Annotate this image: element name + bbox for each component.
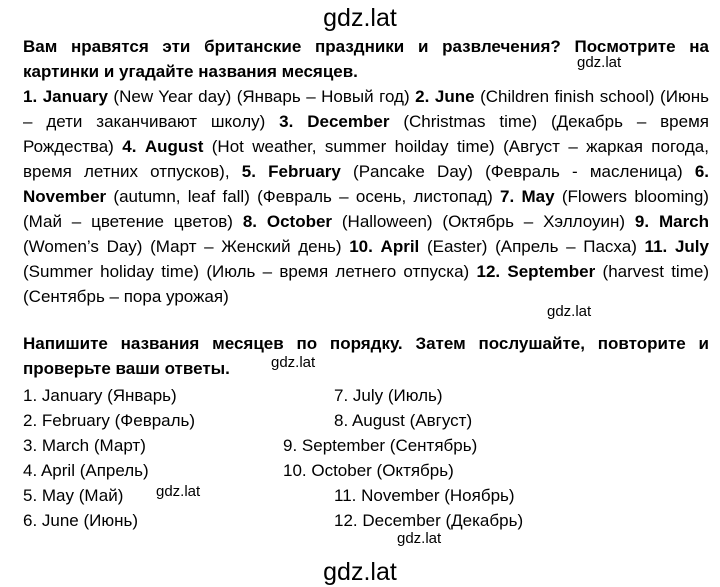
month-list-item: 8. August (Август) — [334, 411, 473, 430]
answer-month: November — [23, 187, 107, 206]
watermark-top: gdz.lat — [323, 4, 397, 32]
answer-desc: (harvest time) (Сентябрь – пора урожая) — [23, 262, 709, 306]
watermark-bottom: gdz.lat — [323, 558, 397, 586]
month-list-item: 11. November (Ноябрь) — [334, 486, 515, 505]
watermark-small: gdz.lat — [577, 54, 622, 71]
answer-desc: (autumn, leaf fall) (Февраль – осень, листопад) — [113, 187, 493, 206]
answer-desc: (Hot weather, summer hoilday time) (Август – жаркая погода, время летних отпусков), — [23, 137, 709, 181]
answer-desc: (Easter) (Апрель – Пасха) — [426, 237, 637, 256]
answer-month: June — [434, 87, 475, 106]
answer-number: 7. — [500, 187, 515, 206]
answer-month: December — [307, 112, 390, 131]
answer-month: January — [42, 87, 108, 106]
answer-8 — [243, 212, 625, 231]
answer-desc: (Flowers blooming) (Май – цветение цветов) — [23, 187, 709, 231]
answer-number: 8. — [242, 212, 258, 231]
answer-1 — [23, 87, 410, 106]
answer-number: 9. — [634, 212, 650, 231]
heading-exercise-2: Напишите названия месяцев по порядку. Затем послушайте, повторите и проверьте ваши ответы. — [23, 334, 709, 378]
month-list-item: 12. December (Декабрь) — [334, 511, 524, 530]
answer-month: October — [266, 212, 333, 231]
answer-month: July — [674, 237, 709, 256]
answer-month: August — [144, 137, 204, 156]
month-list-item: 10. October (Октябрь) — [283, 461, 454, 480]
answer-number: 4. — [122, 137, 137, 156]
answer-number: 10. — [349, 237, 373, 256]
watermark-small: gdz.lat — [397, 530, 442, 547]
answer-month: September — [507, 262, 596, 281]
answer-desc: (Summer holiday time) (Июль – время летнего отпуска) — [23, 262, 470, 281]
answer-desc: (Christmas time) (Декабрь – время Рождества) — [23, 112, 709, 156]
answer-number: 5. — [241, 162, 256, 181]
answer-month: February — [268, 162, 341, 181]
answer-number: 3. — [279, 112, 294, 131]
month-list-item: 5. May (Май) — [23, 486, 124, 505]
answer-desc: (New Year day) (Январь – Новый год) — [113, 87, 410, 106]
answer-number: 11. — [644, 237, 668, 256]
watermark-small: gdz.lat — [547, 303, 592, 320]
answer-month: May — [521, 187, 555, 206]
month-list-item: 7. July (Июль) — [334, 386, 443, 405]
month-list-item: 1. January (Январь) — [23, 386, 177, 405]
watermark-small: gdz.lat — [271, 354, 316, 371]
answer-desc: (Halloween) (Октябрь – Хэллоуин) — [341, 212, 626, 231]
answer-month: April — [380, 237, 420, 256]
month-list-item: 2. February (Февраль) — [23, 411, 196, 430]
answer-10 — [349, 237, 637, 256]
answer-number: 12. — [476, 262, 501, 281]
answer-desc: (Women’s Day) (Март – Женский день) — [23, 237, 342, 256]
heading-exercise-1: Вам нравятся эти британские праздники и развлечения? Посмотрите на картинки и угадайте названия месяцев. — [23, 37, 709, 81]
month-list-item: 3. March (Март) — [23, 436, 146, 455]
answer-number: 6. — [694, 162, 710, 181]
month-list-item: 6. June (Июнь) — [23, 511, 139, 530]
answer-number: 1. — [23, 87, 38, 106]
answer-month: March — [658, 212, 710, 231]
answer-5 — [242, 162, 683, 181]
answer-number: 2. — [415, 87, 430, 106]
answer-desc: (Children finish school) (Июнь – дети заканчивают школу) — [23, 87, 709, 131]
month-list-item: 9. September (Сентябрь) — [283, 436, 478, 455]
watermark-small: gdz.lat — [156, 483, 201, 500]
month-list-item: 4. April (Апрель) — [23, 461, 149, 480]
answers-paragraph — [23, 84, 709, 309]
answer-desc: (Pancake Day) (Февраль - масленица) — [353, 162, 683, 181]
